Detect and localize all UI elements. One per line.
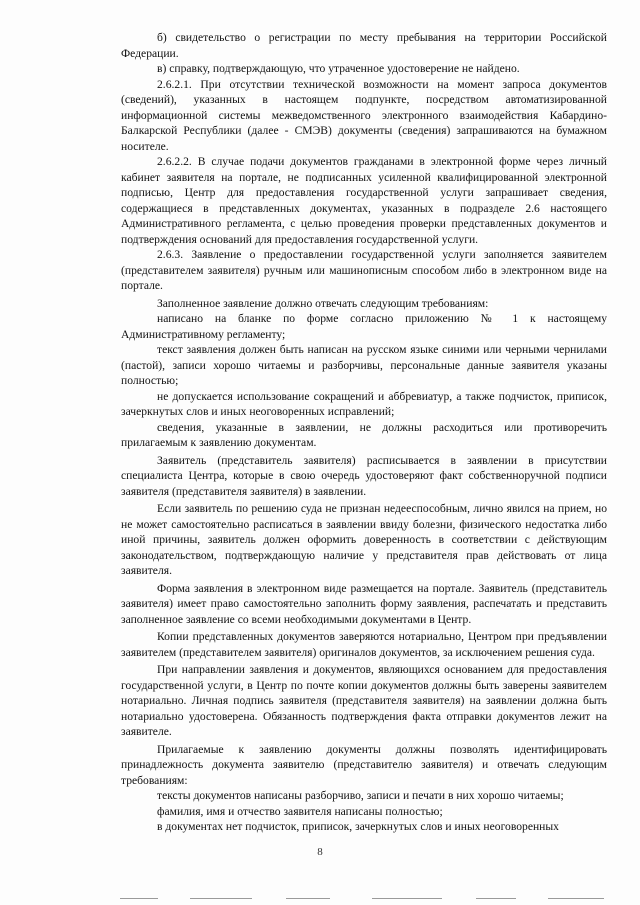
paragraph-attached-full-name: фамилия, имя и отчество заявителя написаны полностью;: [157, 804, 443, 818]
scan-mark: [190, 898, 252, 899]
page-number: 8: [317, 846, 323, 858]
scan-mark: [372, 898, 442, 899]
paragraph-2-6-2-2: 2.6.2.2. В случае подачи документов гражданами в электронной форме через личный кабинет заявителя на портале, не подписанных усиленной квалифицированной электронной подписью, Центр для предоставления государственной услуги запрашивает сведения, содержащиеся в представленных документах, указанных в подразделе 2.6 настоящего Административного регламента, с целью проведения проверки представленных документов и подтверждения оснований для предоставления государственной услуги.: [121, 155, 607, 246]
paragraph-signature: Заявитель (представитель заявителя) расписывается в заявлении в присутствии специалиста Центра, которые в свою очередь удостоверяют факт собственноручной подписи заявителя (представителя заявителя) в заявлении.: [121, 453, 607, 498]
scan-edge-marks: [0, 896, 640, 902]
paragraph-document-copies: Копии представленных документов заверяются нотариально, Центром при предъявлении заявителем (представителем заявителя) оригиналов документов, за исключением решения суда.: [121, 630, 607, 659]
paragraph-power-of-attorney: Если заявитель по решению суда не признан недееспособным, лично явился на прием, но не может самостоятельно расписаться в заявлении ввиду болезни, физического недостатка либо иной причины, заявитель должен оформить доверенность в соответствии с действующим законодательством, подтверждающую наличие у представителя прав действовать от лица заявителя.: [121, 502, 607, 577]
paragraph-requirement-no-abbreviations: не допускается использование сокращений и аббревиатур, а также подчисток, приписок, зачеркнутых слов и иных неоговоренных исправлений;: [121, 389, 607, 418]
paragraph-2-6-3: 2.6.3. Заявление о предоставлении государственной услуги заполняется заявителем (представителем заявителя) ручным или машинописным способом либо в электронном виде на портале.: [121, 248, 607, 292]
paragraph-attached-documents-intro: Прилагаемые к заявлению документы должны позволять идентифицировать принадлежность документа заявителю (представителю заявителя) и отвечать следующим требованиям:: [121, 742, 607, 787]
paragraph-registration-certificate: б) свидетельство о регистрации по месту пребывания на территории Российской Федерации.: [121, 31, 607, 60]
document-body: [121, 30, 607, 835]
paragraph-postal-submission: При направлении заявления и документов, являющихся основанием для предоставления государственной услуги, в Центр по почте копии документов должны быть заверены заявителем нотариально. Личная подпись заявителя (представителя заявителя) на заявлении должна быть нотариально удостоверена. Обязанность подтверждения факта отправки документов лежит на заявителе.: [121, 663, 607, 738]
paragraph-attached-no-corrections: в документах нет подчисток, приписок, зачеркнутых слов и иных неоговоренных: [157, 820, 559, 833]
paragraph-2-6-2-1: 2.6.2.1. При отсутствии технической возможности на момент запроса документов (сведений), указанных в настоящем подпункте, посредством автоматизированной информационной системы межведомственного электронного взаимодействия Кабардино-Балкарской Республики (далее - СМЭВ) документы (сведения) запрашиваются на бумажном носителе.: [121, 77, 607, 153]
scan-mark: [286, 898, 330, 899]
scan-mark: [548, 898, 604, 899]
scan-mark: [120, 898, 158, 899]
paragraph-lost-certificate-reference: в) справку, подтверждающую, что утраченное удостоверение не найдено.: [157, 62, 520, 75]
paragraph-requirement-form: написано на бланке по форме согласно приложению № 1 к настоящему Административному регламенту;: [121, 312, 607, 341]
scan-mark: [476, 898, 516, 899]
paragraph-application-requirements-intro: Заполненное заявление должно отвечать следующим требованиям:: [157, 296, 489, 310]
paragraph-attached-legible: тексты документов написаны разборчиво, записи и печати в них хорошо читаемы;: [157, 789, 564, 802]
paragraph-requirement-consistency: сведения, указанные в заявлении, не должны расходиться или противоречить прилагаемым к заявлению документам.: [121, 420, 607, 449]
paragraph-electronic-form: Форма заявления в электронном виде размещается на портале. Заявитель (представитель заявителя) имеет право самостоятельно заполнить форму заявления, распечатать и представить заполненное заявление со всеми необходимыми документами в Центр.: [121, 581, 607, 626]
paragraph-requirement-language: текст заявления должен быть написан на русском языке синими или черными чернилами (пастой), записи хорошо читаемы и разборчивы, персональные данные заявителя указаны полностью;: [121, 343, 607, 387]
